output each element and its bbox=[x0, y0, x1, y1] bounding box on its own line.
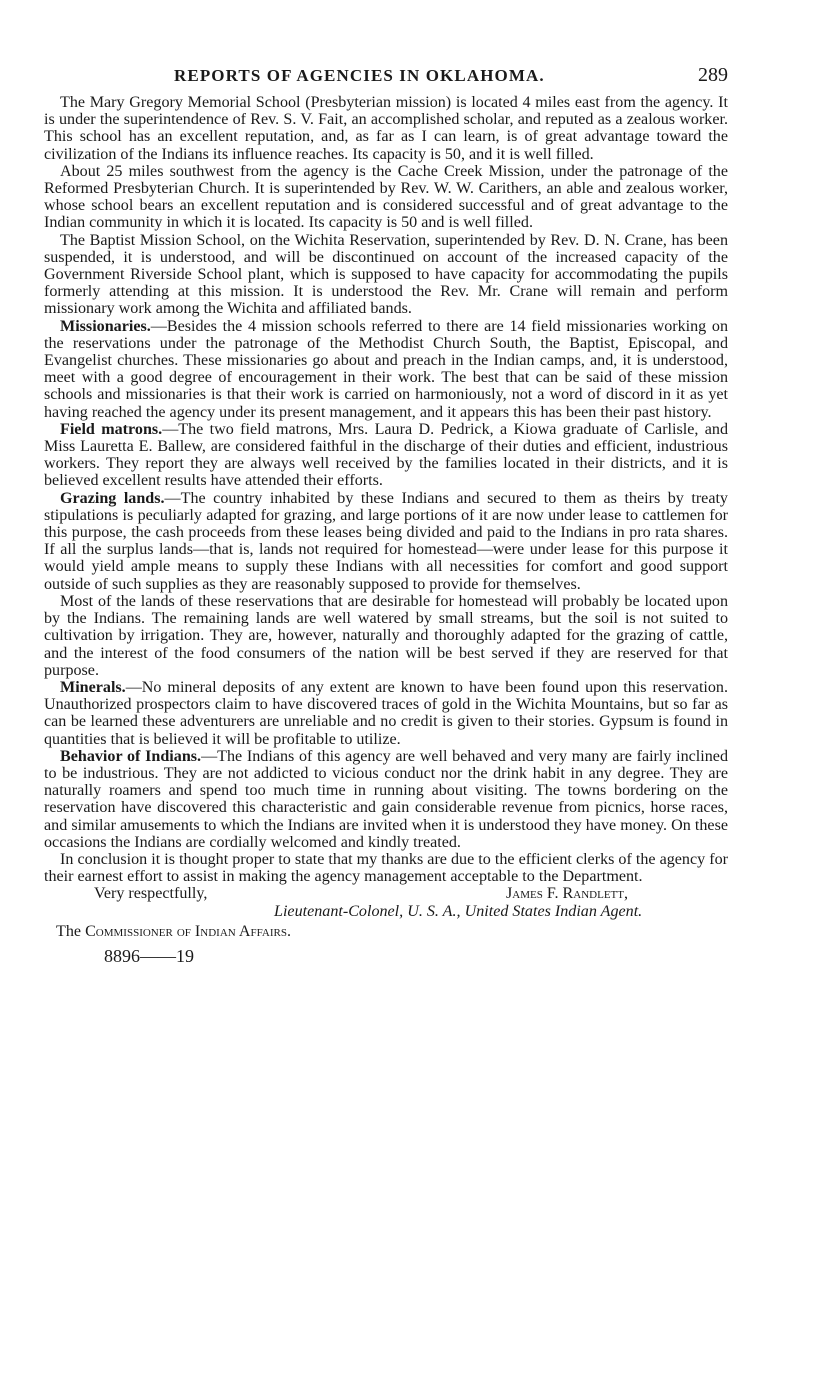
running-head bbox=[44, 60, 728, 94]
closing-line-1 bbox=[44, 885, 728, 903]
section-heading: Behavior of Indians. bbox=[60, 747, 202, 765]
paragraph-behavior-of-indians bbox=[44, 748, 728, 851]
paragraph-conclusion bbox=[44, 851, 728, 885]
paragraph-text: The Mary Gregory Memorial School (Presbyterian mission) is located 4 miles east from the agency. It is under the superintendence of Rev. S. V. Fait, an accomplished scholar, and reputed as a zealous worker. This school has an excellent reputation, and, as far as I can learn, is of great advantage toward the civilization of the Indians its influence reaches. Its capacity is 50, and it is well filled. bbox=[44, 94, 728, 163]
paragraph-text: —The two field matrons, Mrs. Laura D. Pedrick, a Kiowa graduate of Carlisle, and Miss Lauretta E. Ballew, are considered faithful in the discharge of their duties and efficient, industrious workers. They report they are always well received by the families located in their districts, and it is believed excellent results have attended their efforts. bbox=[44, 420, 728, 490]
addressee-article: The bbox=[56, 923, 82, 941]
paragraph-text: —Besides the 4 mission schools referred to there are 14 field missionaries working on the reservations under the patronage of the Methodist Church South, the Baptist, Episcopal, and Evangelist churches. These missionaries go about and preach in the Indian camps, and, it is understood, meet with a good degree of encouragement in their work. The best that can be said of these mission schools and missionaries is that their work is carried on harmoniously, not a word of discord in it as yet having reached the agency under its present management, and it appears this has been their past history. bbox=[44, 317, 728, 421]
section-heading: Missionaries. bbox=[60, 317, 151, 335]
paragraph-text: —No mineral deposits of any extent are known to have been found upon this reservation. Unauthorized prospectors claim to have discovered traces of gold in the Wichita Mountains, but so far as can be learned these adventurers are unreliable and no credit is given to their stories. Gypsum is found in quantities that is believed it will be profitable to utilize. bbox=[44, 678, 728, 748]
paragraph-text: In conclusion it is thought proper to state that my thanks are due to the efficient clerks of the agency for their earnest effort to assist in making the agency management acceptable to the Department. bbox=[44, 850, 728, 886]
paragraph-grazing-lands bbox=[44, 490, 728, 593]
report-body bbox=[44, 94, 728, 885]
paragraph-field-matrons bbox=[44, 421, 728, 490]
salutation: Very respectfully, bbox=[94, 885, 208, 903]
closing-line-3 bbox=[44, 923, 728, 941]
paragraph-text: The Baptist Mission School, on the Wichita Reservation, superintended by Rev. D. N. Crane, has been suspended, it is understood, and will be discontinued on account of the increased capacity of the Government Riverside School plant, which is supposed to have capacity for accommodating the pupils formerly attending at this mission. It is understood the Rev. Mr. Crane will remain and perform missionary work among the Wichita and affiliated bands. bbox=[44, 231, 728, 318]
paragraph-mary-gregory-school bbox=[44, 94, 728, 163]
print-code: 8896——19 bbox=[104, 946, 194, 967]
signer-title: Lieutenant-Colonel, U. S. A., United States Indian Agent. bbox=[274, 903, 643, 921]
addressee-name: Commissioner of Indian Affairs. bbox=[85, 923, 291, 941]
paragraph-text: —The Indians of this agency are well behaved and very many are fairly inclined to be industrious. They are not addicted to vicious conduct nor the drink habit in any degree. They are naturally roamers and spend too much time in running about visiting. The towns bordering on the reservation have discovered this characteristic and gain considerable revenue from picnics, horse races, and similar amusements to which the Indians are invited when it is understood they have money. On these occasions the Indians are cordially welcomed and kindly treated. bbox=[44, 747, 728, 851]
paragraph-cache-creek-mission bbox=[44, 163, 728, 232]
closing-line-4 bbox=[44, 947, 728, 969]
paragraph-minerals bbox=[44, 679, 728, 748]
running-title: REPORTS OF AGENCIES IN OKLAHOMA. bbox=[174, 66, 545, 85]
paragraph-text: About 25 miles southwest from the agency is the Cache Creek Mission, under the patronage of the Reformed Presbyterian Church. It is superintended by Rev. W. W. Carithers, an able and zealous worker, whose school bears an excellent reputation and is considered successful and of great advantage to the Indian community in which it is located. Its capacity is 50 and is well filled. bbox=[44, 162, 728, 232]
closing-line-2 bbox=[44, 903, 728, 921]
paragraph-text: —The country inhabited by these Indians and secured to them as theirs by treaty stipulations is peculiarly adapted for grazing, and large portions of it are now under lease to cattlemen for this purpose, the cash proceeds from these leases being divided and paid to the Indians in pro rata shares. If all the surplus lands—that is, lands not required for homestead—were under lease for this purpose it would yield ample means to supply these Indians with all necessities for comfort and good support outside of such supplies as they are reasonably supposed to provide for themselves. bbox=[44, 489, 728, 593]
paragraph-baptist-mission-school bbox=[44, 232, 728, 318]
document-page bbox=[44, 60, 728, 969]
page-number: 289 bbox=[698, 64, 728, 86]
paragraph-text: Most of the lands of these reservations that are desirable for homestead will probably be located upon by the Indians. The remaining lands are well watered by small streams, but the soil is not suited to cultivation by irrigation. They are, however, naturally and thoroughly adapted for the grazing of cattle, and the interest of the food consumers of the nation will be best served if they are reserved for that purpose. bbox=[44, 592, 728, 679]
section-heading: Minerals. bbox=[60, 678, 126, 696]
addressee bbox=[56, 923, 291, 941]
letter-closing bbox=[44, 885, 728, 969]
paragraph-missionaries bbox=[44, 318, 728, 421]
signer-name: James F. Randlett, bbox=[506, 885, 629, 903]
paragraph-homestead-lands bbox=[44, 593, 728, 679]
section-heading: Field matrons. bbox=[60, 420, 163, 438]
section-heading: Grazing lands. bbox=[60, 489, 165, 507]
